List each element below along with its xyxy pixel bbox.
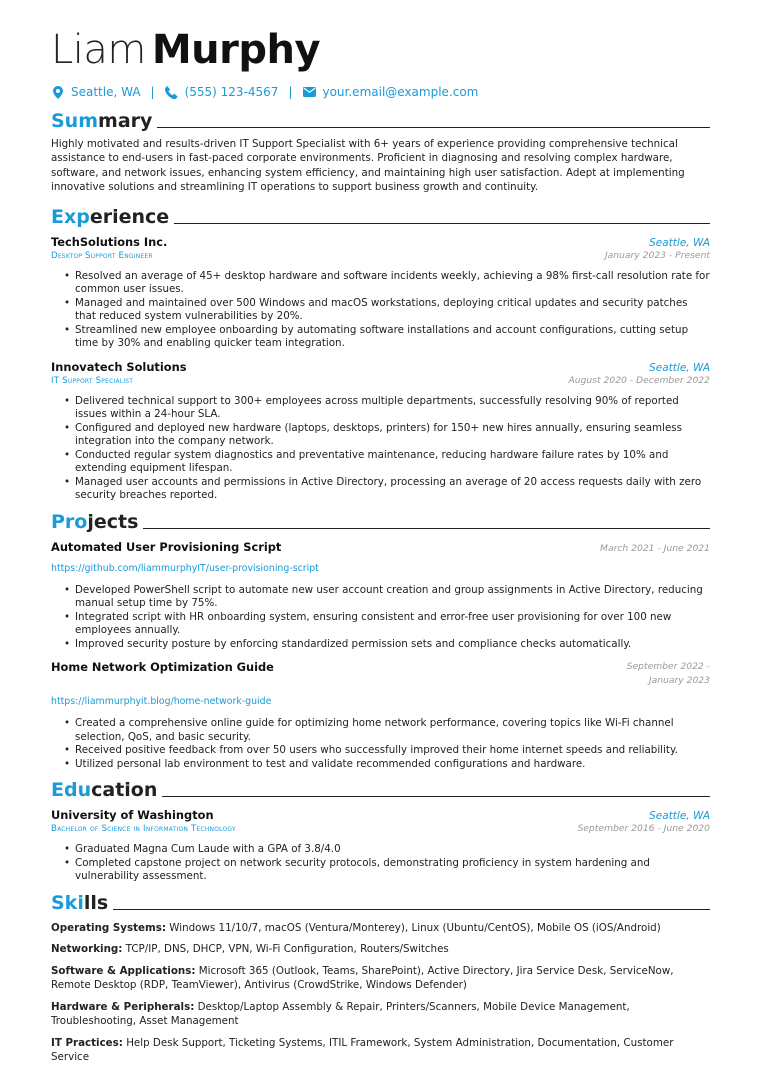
email-link[interactable]: your.email@example.com xyxy=(322,85,479,99)
skill-label: Networking: xyxy=(51,943,123,956)
job-dates: August 2020 - December 2022 xyxy=(568,374,710,386)
job-bullets xyxy=(51,270,710,351)
project-bullets xyxy=(51,717,710,771)
education-bullets xyxy=(51,843,710,884)
project-bullets xyxy=(51,584,710,652)
project-name: Home Network Optimization Guide xyxy=(51,660,274,675)
list-item: • Resolved an average of 45+ desktop hardware and software incidents weekly, achieving a 98% first-call resolution rate for common user issues. xyxy=(75,270,710,297)
skill-label: IT Practices: xyxy=(51,1036,123,1049)
skill-value: Help Desk Support, Ticketing Systems, ITIL Framework, System Administration, Documentation, Customer Service xyxy=(51,1036,674,1064)
list-item: • Delivered technical support to 300+ employees across multiple departments, successfully resolving 90% of reported issues within a 24-hour SLA. xyxy=(75,395,710,422)
list-item: • Managed and maintained over 500 Windows and macOS workstations, deploying critical updates and security patches that reduced system vulnerabilities by 20%. xyxy=(75,297,710,324)
list-item: • Integrated script with HR onboarding system, ensuring consistent and error-free user provisioning for over 100 new employees annually. xyxy=(75,611,710,638)
separator: | xyxy=(288,85,293,99)
list-item: • Managed user accounts and permissions in Active Directory, processing an average of 20 access requests daily with zero security breaches reported. xyxy=(75,476,710,503)
skill-label: Hardware & Peripherals: xyxy=(51,1000,195,1013)
list-item: • Graduated Magna Cum Laude with a GPA of 3.8/4.0 xyxy=(75,843,710,857)
summary-text: Highly motivated and results-driven IT Support Specialist with 6+ years of experience providing comprehensive technical assistance to end-users in fast-paced corporate environments. Proficient in diagnosing and resolving complex hardware, software, and network issues, enhancing system efficiency, and maintaining high user satisfaction. Adept at implementing innovative solutions and streamlining IT operations to support business growth and continuity. xyxy=(51,138,685,194)
job-role: Desktop Support Engineer xyxy=(51,250,153,261)
skills-list xyxy=(51,921,710,1065)
education-entry xyxy=(51,808,710,884)
skill-value: Desktop/Laptop Assembly & Repair, Printers/Scanners, Mobile Device Management, Troubleshooting, Asset Management xyxy=(51,1000,630,1028)
skill-row xyxy=(51,1000,710,1029)
project-entry xyxy=(51,660,710,771)
skill-value: TCP/IP, DNS, DHCP, VPN, Wi-Fi Configuration, Routers/Switches xyxy=(125,943,449,956)
section-rule xyxy=(157,127,710,128)
section-title: Summary xyxy=(51,110,153,132)
list-item: • Utilized personal lab environment to test and validate recommended configurations and hardware. xyxy=(75,758,710,772)
first-name: Liam xyxy=(51,27,146,73)
list-item: • Conducted regular system diagnostics and preventative maintenance, reducing hardware failure rates by 10% and extending equipment lifespan. xyxy=(75,449,710,476)
job-location: Seattle, WA xyxy=(649,236,710,249)
list-item: • Streamlined new employee onboarding by automating software installations and account configurations, cutting setup time by 30% and enabling quicker team integration. xyxy=(75,324,710,351)
job-bullets xyxy=(51,395,710,503)
experience-section-header xyxy=(51,205,710,229)
section-title: Skills xyxy=(51,891,109,914)
projects-section-header xyxy=(51,510,710,534)
list-item: • Developed PowerShell script to automate new user account creation and group assignments in Active Directory, reducing manual setup time by 75%. xyxy=(75,584,710,611)
contact-bar xyxy=(51,85,710,99)
project-link[interactable]: https://github.com/liammurphyIT/user-provisioning-script xyxy=(51,562,319,574)
job-entry xyxy=(51,360,710,503)
school-location: Seattle, WA xyxy=(649,810,710,823)
degree: Bachelor of Science in Information Technology xyxy=(51,824,236,835)
project-dates: March 2021 - June 2021 xyxy=(600,542,710,554)
school-name: University of Washington xyxy=(51,808,214,823)
map-marker-icon xyxy=(51,85,65,99)
section-title: Education xyxy=(51,779,158,802)
skill-row xyxy=(51,1036,710,1065)
skill-value: Windows 11/10/7, macOS (Ventura/Monterey), Linux (Ubuntu/CentOS), Mobile OS (iOS/Android) xyxy=(169,921,661,934)
job-entry xyxy=(51,235,710,351)
skill-row xyxy=(51,964,710,993)
project-link[interactable]: https://liammurphyit.blog/home-network-guide xyxy=(51,696,272,708)
section-rule xyxy=(174,223,710,224)
company-name: Innovatech Solutions xyxy=(51,359,187,374)
summary-section-header xyxy=(51,109,710,133)
list-item: • Improved security posture by enforcing standardized permission sets and compliance checks automatically. xyxy=(75,638,710,652)
project-dates: September 2022 - January 2023 xyxy=(626,661,710,686)
skill-label: Software & Applications: xyxy=(51,964,196,977)
project-entry xyxy=(51,540,710,652)
list-item: • Completed capstone project on network security protocols, demonstrating proficiency in system hardening and vulnerability assessment. xyxy=(75,857,710,884)
company-name: TechSolutions Inc. xyxy=(51,234,168,249)
envelope-icon xyxy=(302,85,316,99)
section-rule xyxy=(113,909,710,910)
list-item: • Created a comprehensive online guide for optimizing home network performance, covering topics like Wi-Fi channel selection, QoS, and basic security. xyxy=(75,717,710,744)
job-dates: January 2023 - Present xyxy=(604,249,710,261)
skill-row xyxy=(51,921,710,936)
section-rule xyxy=(162,796,710,797)
phone-link[interactable]: (555) 123-4567 xyxy=(184,85,279,99)
section-rule xyxy=(143,528,710,529)
resume-page xyxy=(51,22,710,1072)
skill-label: Operating Systems: xyxy=(51,921,167,934)
skill-row xyxy=(51,942,710,957)
section-title: Experience xyxy=(51,205,170,228)
list-item: • Configured and deployed new hardware (laptops, desktops, printers) for 150+ new hires annually, ensuring seamless integration into the company network. xyxy=(75,422,710,449)
section-title: Projects xyxy=(51,510,139,533)
skills-section-header xyxy=(51,891,710,915)
last-name: Murphy xyxy=(151,27,321,73)
phone-icon xyxy=(165,85,179,99)
project-name: Automated User Provisioning Script xyxy=(51,539,282,554)
education-section-header xyxy=(51,778,710,802)
list-item: • Received positive feedback from over 50 users who successfully improved their home internet speeds and reliability. xyxy=(75,744,710,758)
job-location: Seattle, WA xyxy=(649,361,710,374)
location-text: Seattle, WA xyxy=(71,85,141,99)
candidate-name xyxy=(51,22,710,78)
separator: | xyxy=(150,85,155,99)
job-role: IT Support Specialist xyxy=(51,375,134,386)
skill-value: Microsoft 365 (Outlook, Teams, SharePoint), Active Directory, Jira Service Desk, ServiceNow, Remote Desktop (RDP, TeamViewer), Antivirus (CrowdStrike, Windows Defender) xyxy=(51,964,674,992)
education-dates: September 2016 - June 2020 xyxy=(577,823,710,835)
